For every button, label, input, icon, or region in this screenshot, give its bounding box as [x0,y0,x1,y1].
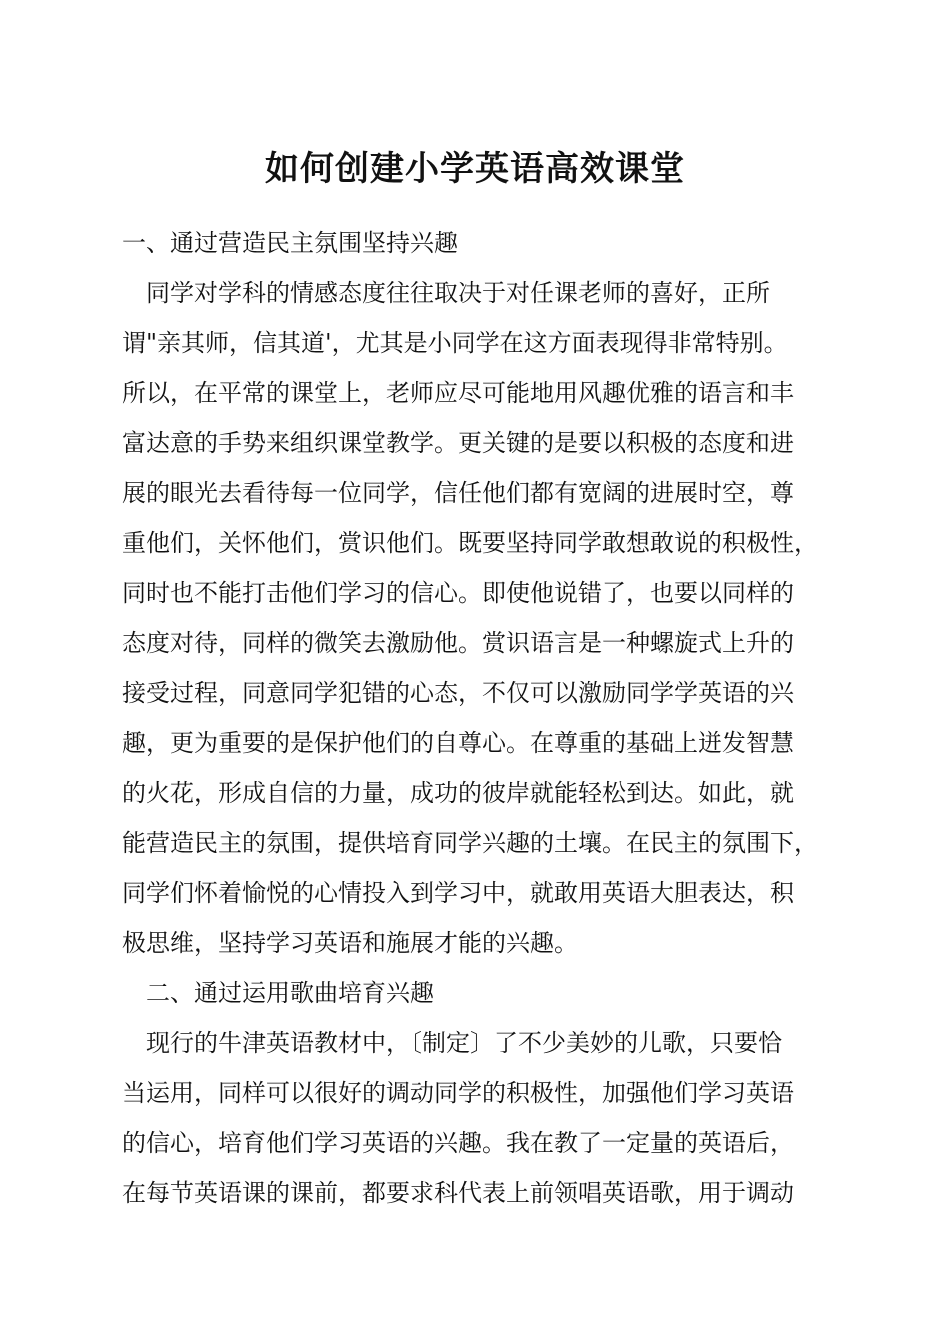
paragraph-line: 重他们，关怀他们，赏识他们。既要坚持同学敢想敢说的积极性， [122,529,818,557]
paragraph-line: 在每节英语课的课前，都要求科代表上前领唱英语歌，用于调动 [122,1179,794,1207]
document-title: 如何创建小学英语高效课堂 [265,149,685,189]
paragraph-line: 所以，在平常的课堂上，老师应尽可能地用风趣优雅的语言和丰 [122,379,794,407]
section-heading-2: 二、通过运用歌曲培育兴趣 [122,979,434,1007]
section-heading-1: 一、通过营造民主氛围坚持兴趣 [122,229,458,257]
paragraph-line: 同学对学科的情感态度往往取决于对任课老师的喜好，正所 [122,279,770,307]
paragraph-line: 的火花，形成自信的力量，成功的彼岸就能轻松到达。如此，就 [122,779,794,807]
paragraph-line: 态度对待，同样的微笑去激励他。赏识语言是一种螺旋式上升的 [122,629,794,657]
paragraph-line: 的信心，培育他们学习英语的兴趣。我在教了一定量的英语后， [122,1129,794,1157]
paragraph-line: 同学们怀着愉悦的心情投入到学习中，就敢用英语大胆表达，积 [122,879,794,907]
paragraph-line: 同时也不能打击他们学习的信心。即使他说错了，也要以同样的 [122,579,794,607]
paragraph-line: 谓"亲其师，信其道'，尤其是小同学在这方面表现得非常特别。 [122,329,788,357]
paragraph-line: 当运用，同样可以很好的调动同学的积极性，加强他们学习英语 [122,1079,794,1107]
paragraph-line: 展的眼光去看待每一位同学，信任他们都有宽阔的进展时空，尊 [122,479,794,507]
paragraph-line: 接受过程，同意同学犯错的心态，不仅可以激励同学学英语的兴 [122,679,794,707]
paragraph-line: 现行的牛津英语教材中，〔制定〕了不少美妙的儿歌，只要恰 [122,1029,782,1057]
paragraph-line: 趣，更为重要的是保护他们的自尊心。在尊重的基础上迸发智慧 [122,729,794,757]
paragraph-line: 能营造民主的氛围，提供培育同学兴趣的土壤。在民主的氛围下， [122,829,818,857]
paragraph-line: 富达意的手势来组织课堂教学。更关键的是要以积极的态度和进 [122,429,794,457]
paragraph-line: 极思维，坚持学习英语和施展才能的兴趣。 [122,929,578,957]
